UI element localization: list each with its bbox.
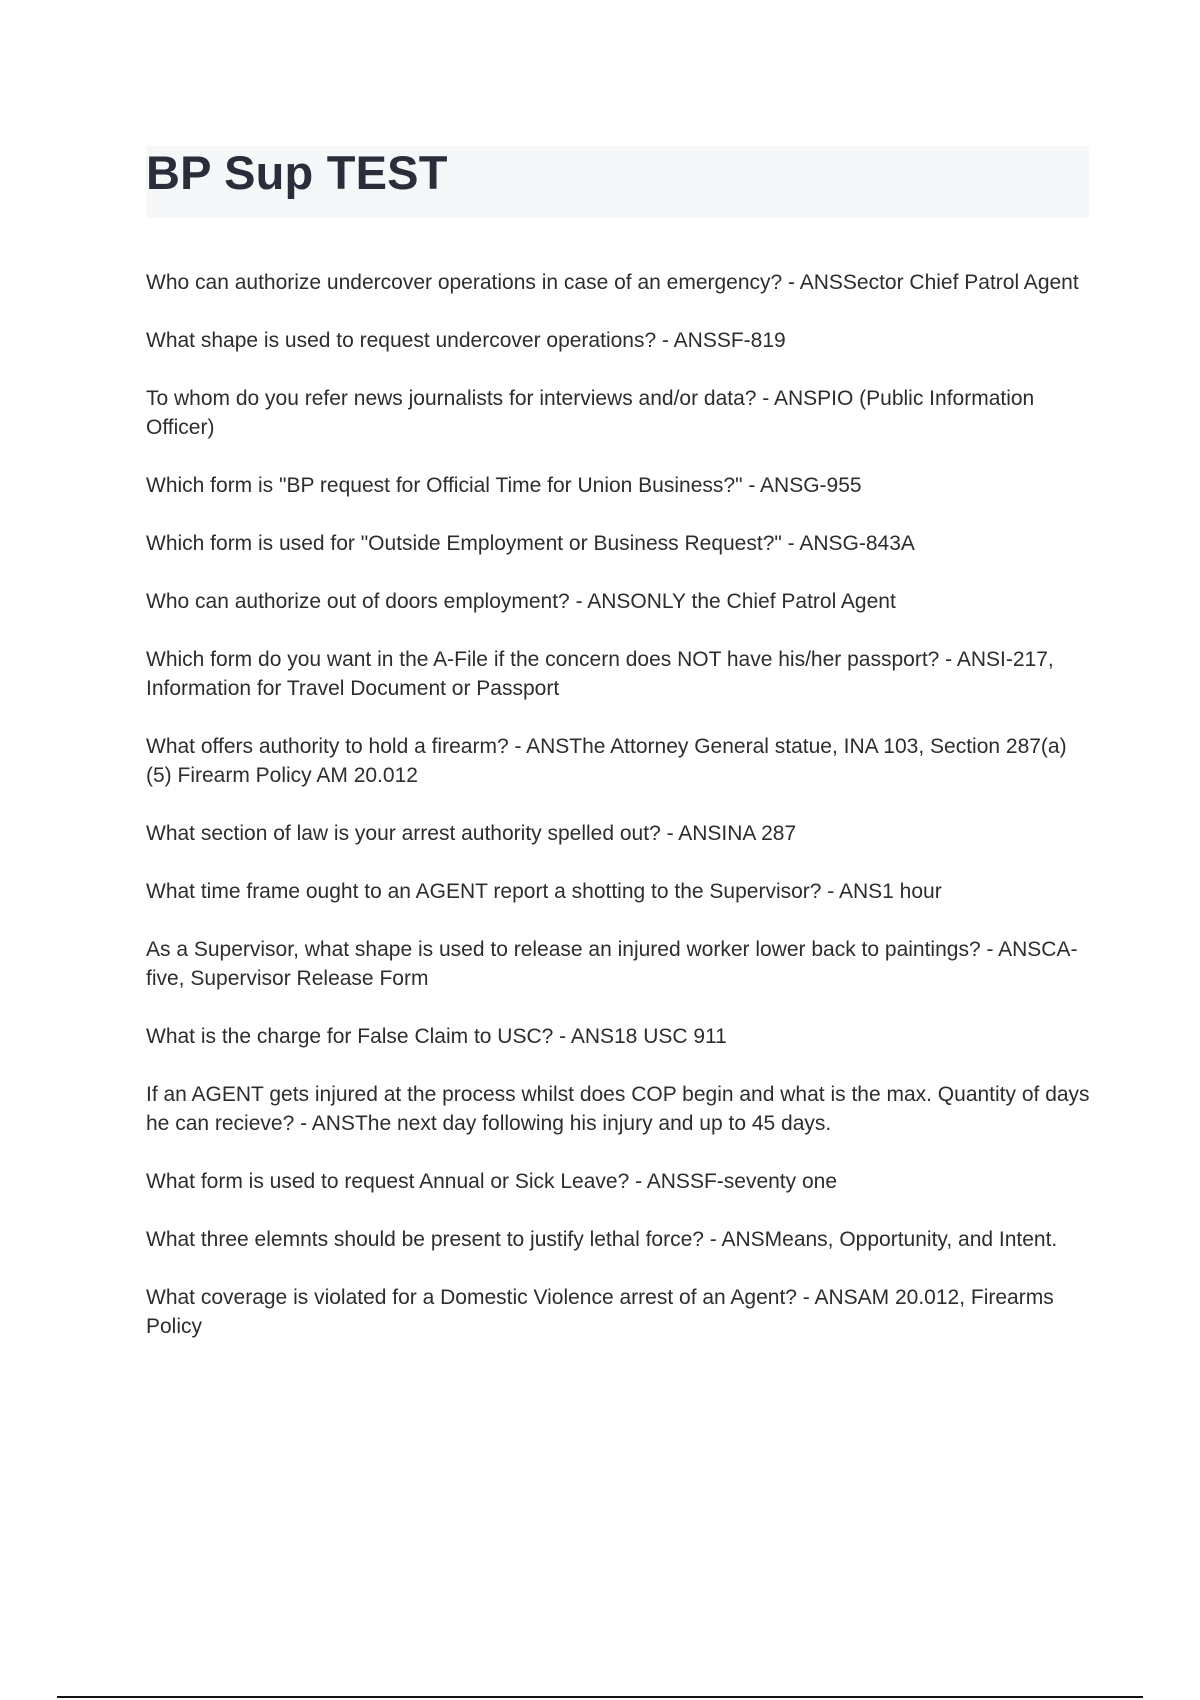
qa-item: Who can authorize out of doors employment? - ANSONLY the Chief Patrol Agent (146, 590, 896, 613)
qa-item: To whom do you refer news journalists for interviews and/or data? - ANSPIO (Public Information Officer) (146, 387, 1035, 439)
qa-item: Who can authorize undercover operations in case of an emergency? - ANSSector Chief Patrol Agent (146, 271, 1079, 294)
qa-item: What form is used to request Annual or Sick Leave? - ANSSF-seventy one (146, 1170, 838, 1193)
qa-item: Which form is "BP request for Official Time for Union Business?" - ANSG-955 (146, 474, 862, 497)
qa-item: What offers authority to hold a firearm? - ANSThe Attorney General statue, INA 103, Section 287(a)(5) Firearm Policy AM 20.012 (146, 735, 1067, 787)
qa-item: What shape is used to request undercover operations? - ANSSF-819 (146, 329, 786, 352)
qa-item: What three elemnts should be present to justify lethal force? - ANSMeans, Opportunity, and Intent. (146, 1228, 1058, 1251)
qa-item: What is the charge for False Claim to USC? - ANS18 USC 911 (146, 1025, 727, 1048)
page-title: BP Sup TEST (146, 146, 448, 199)
footer-rule (57, 1696, 1143, 1698)
qa-item: Which form do you want in the A-File if the concern does NOT have his/her passport? - ANSI-217, Information for Travel Document or Passport (146, 648, 1054, 700)
qa-item: If an AGENT gets injured at the process whilst does COP begin and what is the max. Quantity of days he can recieve? - ANSThe next day following his injury and up to 45 days. (146, 1083, 1090, 1135)
qa-list (146, 268, 1091, 1370)
qa-item: What time frame ought to an AGENT report a shotting to the Supervisor? - ANS1 hour (146, 880, 942, 903)
qa-item: As a Supervisor, what shape is used to release an injured worker lower back to paintings? - ANSCA-five, Supervisor Release Form (146, 938, 1078, 990)
qa-item: What section of law is your arrest authority spelled out? - ANSINA 287 (146, 822, 797, 845)
qa-item: Which form is used for "Outside Employment or Business Request?" - ANSG-843A (146, 532, 915, 555)
qa-item: What coverage is violated for a Domestic Violence arrest of an Agent? - ANSAM 20.012, Firearms Policy (146, 1286, 1054, 1338)
